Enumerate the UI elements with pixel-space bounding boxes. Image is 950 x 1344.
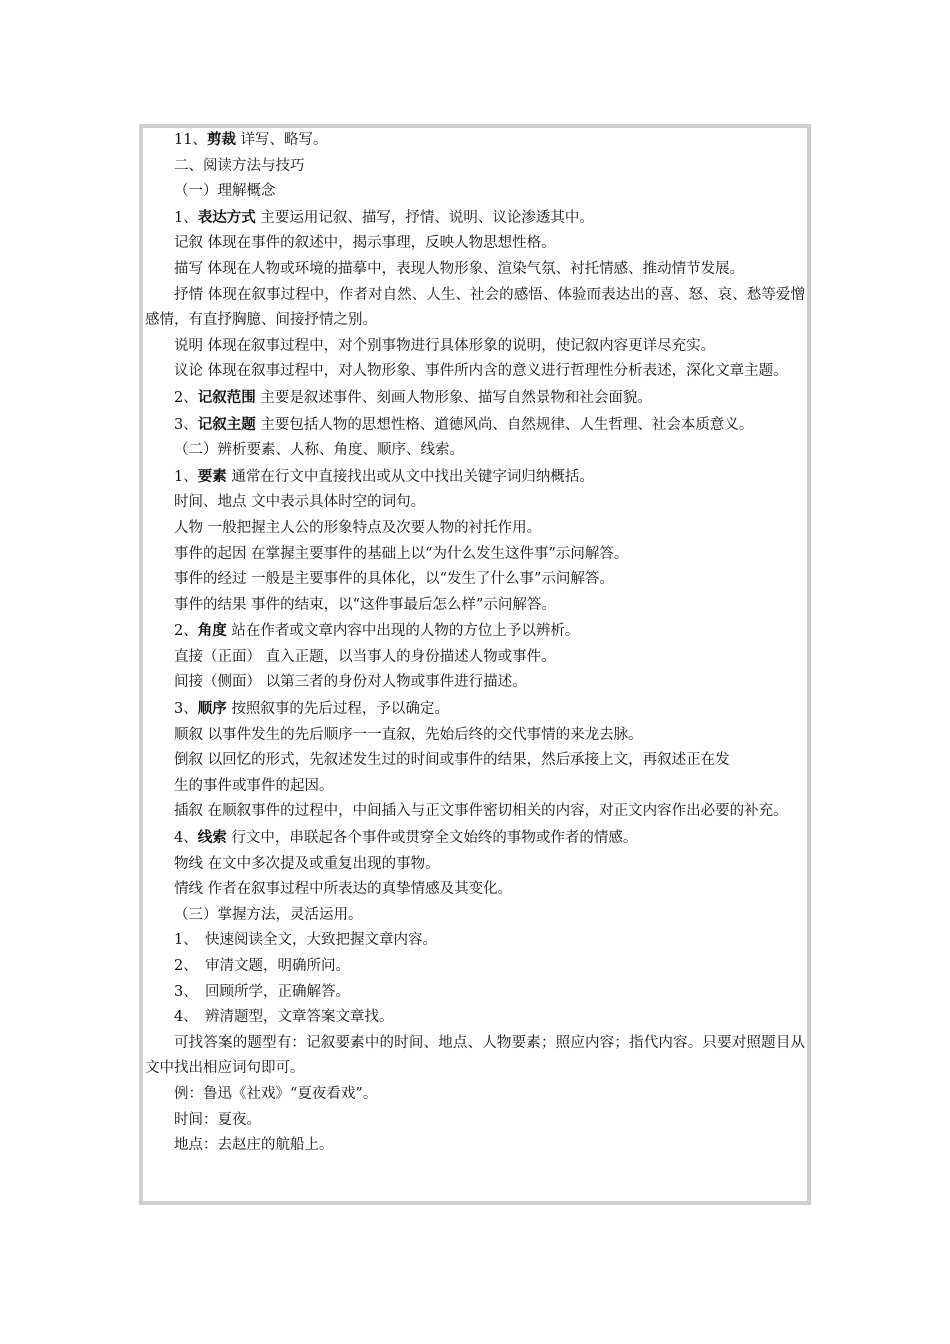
paragraph: 例：鲁迅《社戏》“夏夜看戏”。 (174, 1085, 378, 1102)
paragraph: 生的事件或事件的起因。 (174, 777, 334, 794)
paragraph: 2、角度 站在作者或文章内容中出现的人物的方位上予以辨析。 (174, 622, 580, 640)
paragraph: 地点：去赵庄的航船上。 (174, 1137, 334, 1154)
paragraph: 事件的起因 在掌握主要事件的基础上以“为什么发生这件事”示问解答。 (174, 545, 629, 562)
paragraph: 抒情 体现在叙事过程中，作者对自然、人生、社会的感悟、体验而表达出的喜、怒、哀、愁等爱憎感情，有直抒胸臆、间接抒情之别。 (145, 286, 805, 329)
paragraph: 插叙 在顺叙事件的过程中，中间插入与正文事件密切相关的内容，对正文内容作出必要的补充。 (174, 803, 788, 820)
paragraph: 可找答案的题型有：记叙要素中的时间、地点、人物要素；照应内容；指代内容。只要对照题目从文中找出相应词句即可。 (145, 1034, 805, 1077)
list-item: 2、 审清文题，明确所问。 (174, 958, 350, 974)
paragraph: 2、记叙范围 主要是叙述事件、刻画人物形象、描写自然景物和社会面貌。 (174, 388, 652, 406)
list-item: 4、 辨清题型，文章答案文章找。 (174, 1009, 394, 1026)
paragraph: 物线 在文中多次提及或重复出现的事物。 (174, 855, 440, 872)
paragraph: 倒叙 以回忆的形式，先叙述发生过的时间或事件的结果，然后承接上文，再叙述正在发 (174, 752, 730, 769)
list-item: 1、 快速阅读全文，大致把握文章内容。 (174, 932, 437, 949)
paragraph: 3、记叙主题 主要包括人物的思想性格、道德风尚、自然规律、人生哲理、社会本质意义。 (174, 415, 754, 433)
paragraph: 直接（正面） 直入正题，以当事人的身份描述人物或事件。 (174, 648, 556, 665)
section-heading: 二、阅读方法与技巧 (174, 157, 305, 174)
paragraph: 说明 体现在叙事过程中，对个别事物进行具体形象的说明，使记叙内容更详尽充实。 (174, 337, 716, 354)
subsection-heading: （一）理解概念 (174, 183, 276, 200)
document-body (145, 127, 805, 1159)
paragraph: 描写 体现在人物或环境的描摹中，表现人物形象、渲染气氛、衬托情感、推动情节发展。 (174, 260, 745, 277)
paragraph: 间接（侧面） 以第三者的身份对人物或事件进行描述。 (174, 674, 527, 691)
paragraph: 1、要素 通常在行文中直接找出或从文中找出关键字词归纳概括。 (174, 467, 594, 485)
paragraph: 议论 体现在叙事过程中，对人物形象、事件所内含的意义进行哲理性分析表述，深化文章主题。 (174, 363, 788, 380)
subsection-heading: （三）掌握方法，灵活运用。 (174, 906, 363, 923)
paragraph: 顺叙 以事件发生的先后顺序一一直叙，先始后终的交代事情的来龙去脉。 (174, 726, 643, 743)
paragraph: 时间、地点 文中表示具体时空的词句。 (174, 494, 426, 511)
list-item: 3、 回顾所学，正确解答。 (174, 983, 350, 1000)
paragraph: 情线 作者在叙事过程中所表达的真挚情感及其变化。 (174, 881, 513, 898)
paragraph: 3、顺序 按照叙事的先后过程，予以确定。 (174, 700, 449, 718)
paragraph: 1、表达方式 主要运用记叙、描写，抒情、说明、议论渗透其中。 (174, 208, 594, 226)
paragraph: 11、剪裁 详写、略写。 (174, 131, 328, 148)
paragraph: 事件的结果 事件的结束，以“这件事最后怎么样”示问解答。 (174, 596, 556, 613)
paragraph: 事件的经过 一般是主要事件的具体化，以“发生了什么事”示问解答。 (174, 571, 614, 588)
paragraph: 记叙 体现在事件的叙述中，揭示事理，反映人物思想性格。 (174, 235, 556, 252)
subsection-heading: （二）辨析要素、人称、角度、顺序、线索。 (174, 442, 464, 459)
paragraph: 人物 一般把握主人公的形象特点及次要人物的衬托作用。 (174, 519, 542, 536)
paragraph: 时间：夏夜。 (174, 1111, 261, 1128)
paragraph: 4、线索 行文中，串联起各个事件或贯穿全文始终的事物或作者的情感。 (174, 829, 638, 847)
